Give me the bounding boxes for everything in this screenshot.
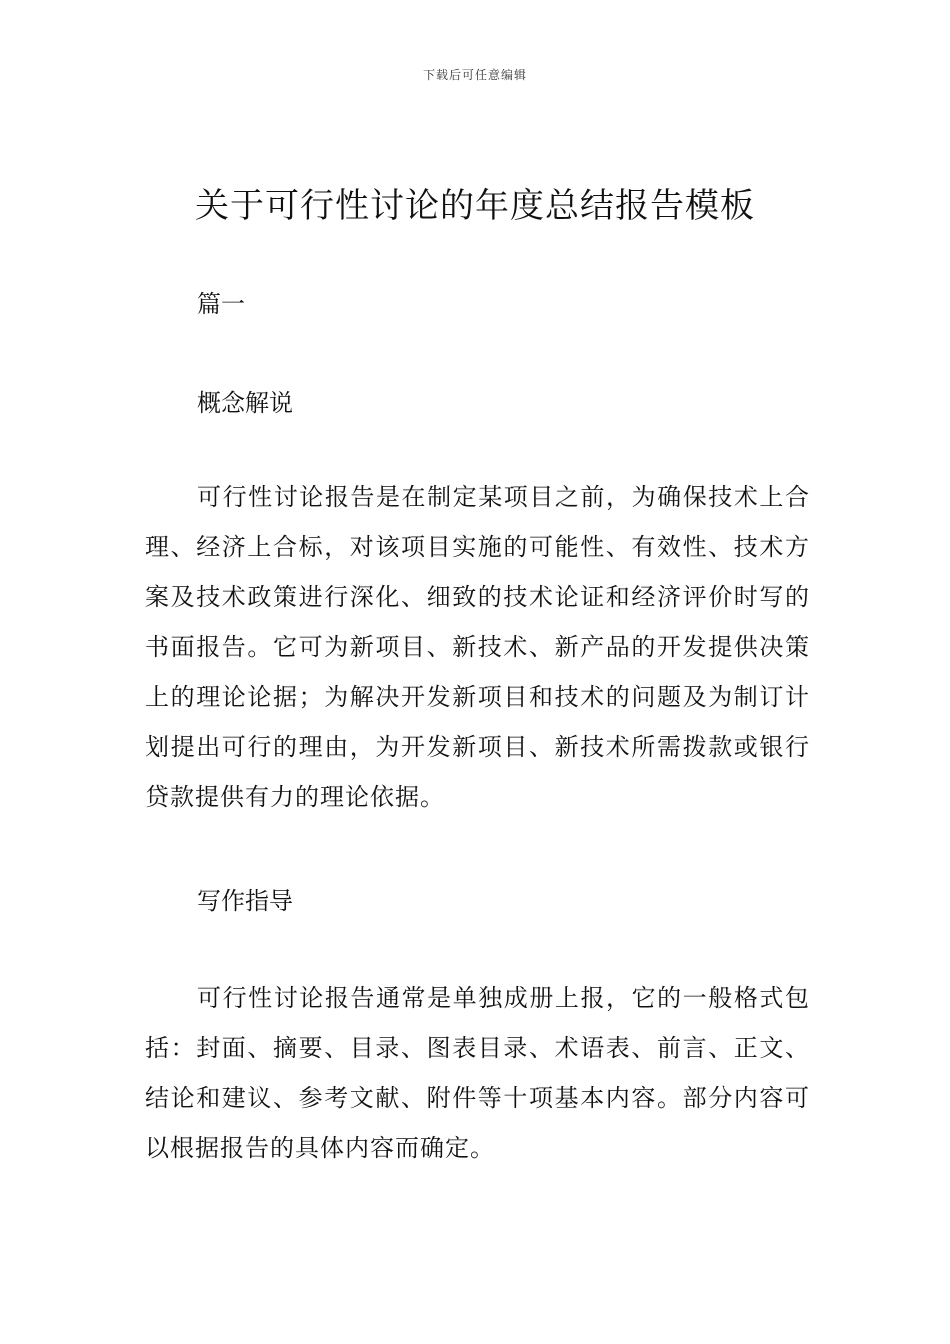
paragraph-writing-guide: 可行性讨论报告通常是单独成册上报，它的一般格式包括：封面、摘要、目录、图表目录、术语表、前言、正文、结论和建议、参考文献、附件等十项基本内容。部分内容可以根据报告的具体内容而确定。 — [145, 984, 810, 1162]
heading-concept: 概念解说 — [197, 389, 293, 417]
heading-writing-guide: 写作指导 — [197, 887, 293, 915]
header-note: 下载后可任意编辑 — [422, 68, 527, 82]
section-label: 篇一 — [197, 290, 245, 318]
document-title: 关于可行性讨论的年度总结报告模板 — [195, 186, 755, 226]
paragraph-concept: 可行性讨论报告是在制定某项目之前，为确保技术上合理、经济上合标，对该项目实施的可能性、有效性、技术方案及技术政策进行深化、细致的技术论证和经济评价时写的书面报告。它可为新项目、新技术、新产品的开发提供决策上的理论论据；为解决开发新项目和技术的问题及为制订计划提出可行的理由，为开发新项目、新技术所需拨款或银行贷款提供有力的理论依据。 — [145, 483, 810, 811]
